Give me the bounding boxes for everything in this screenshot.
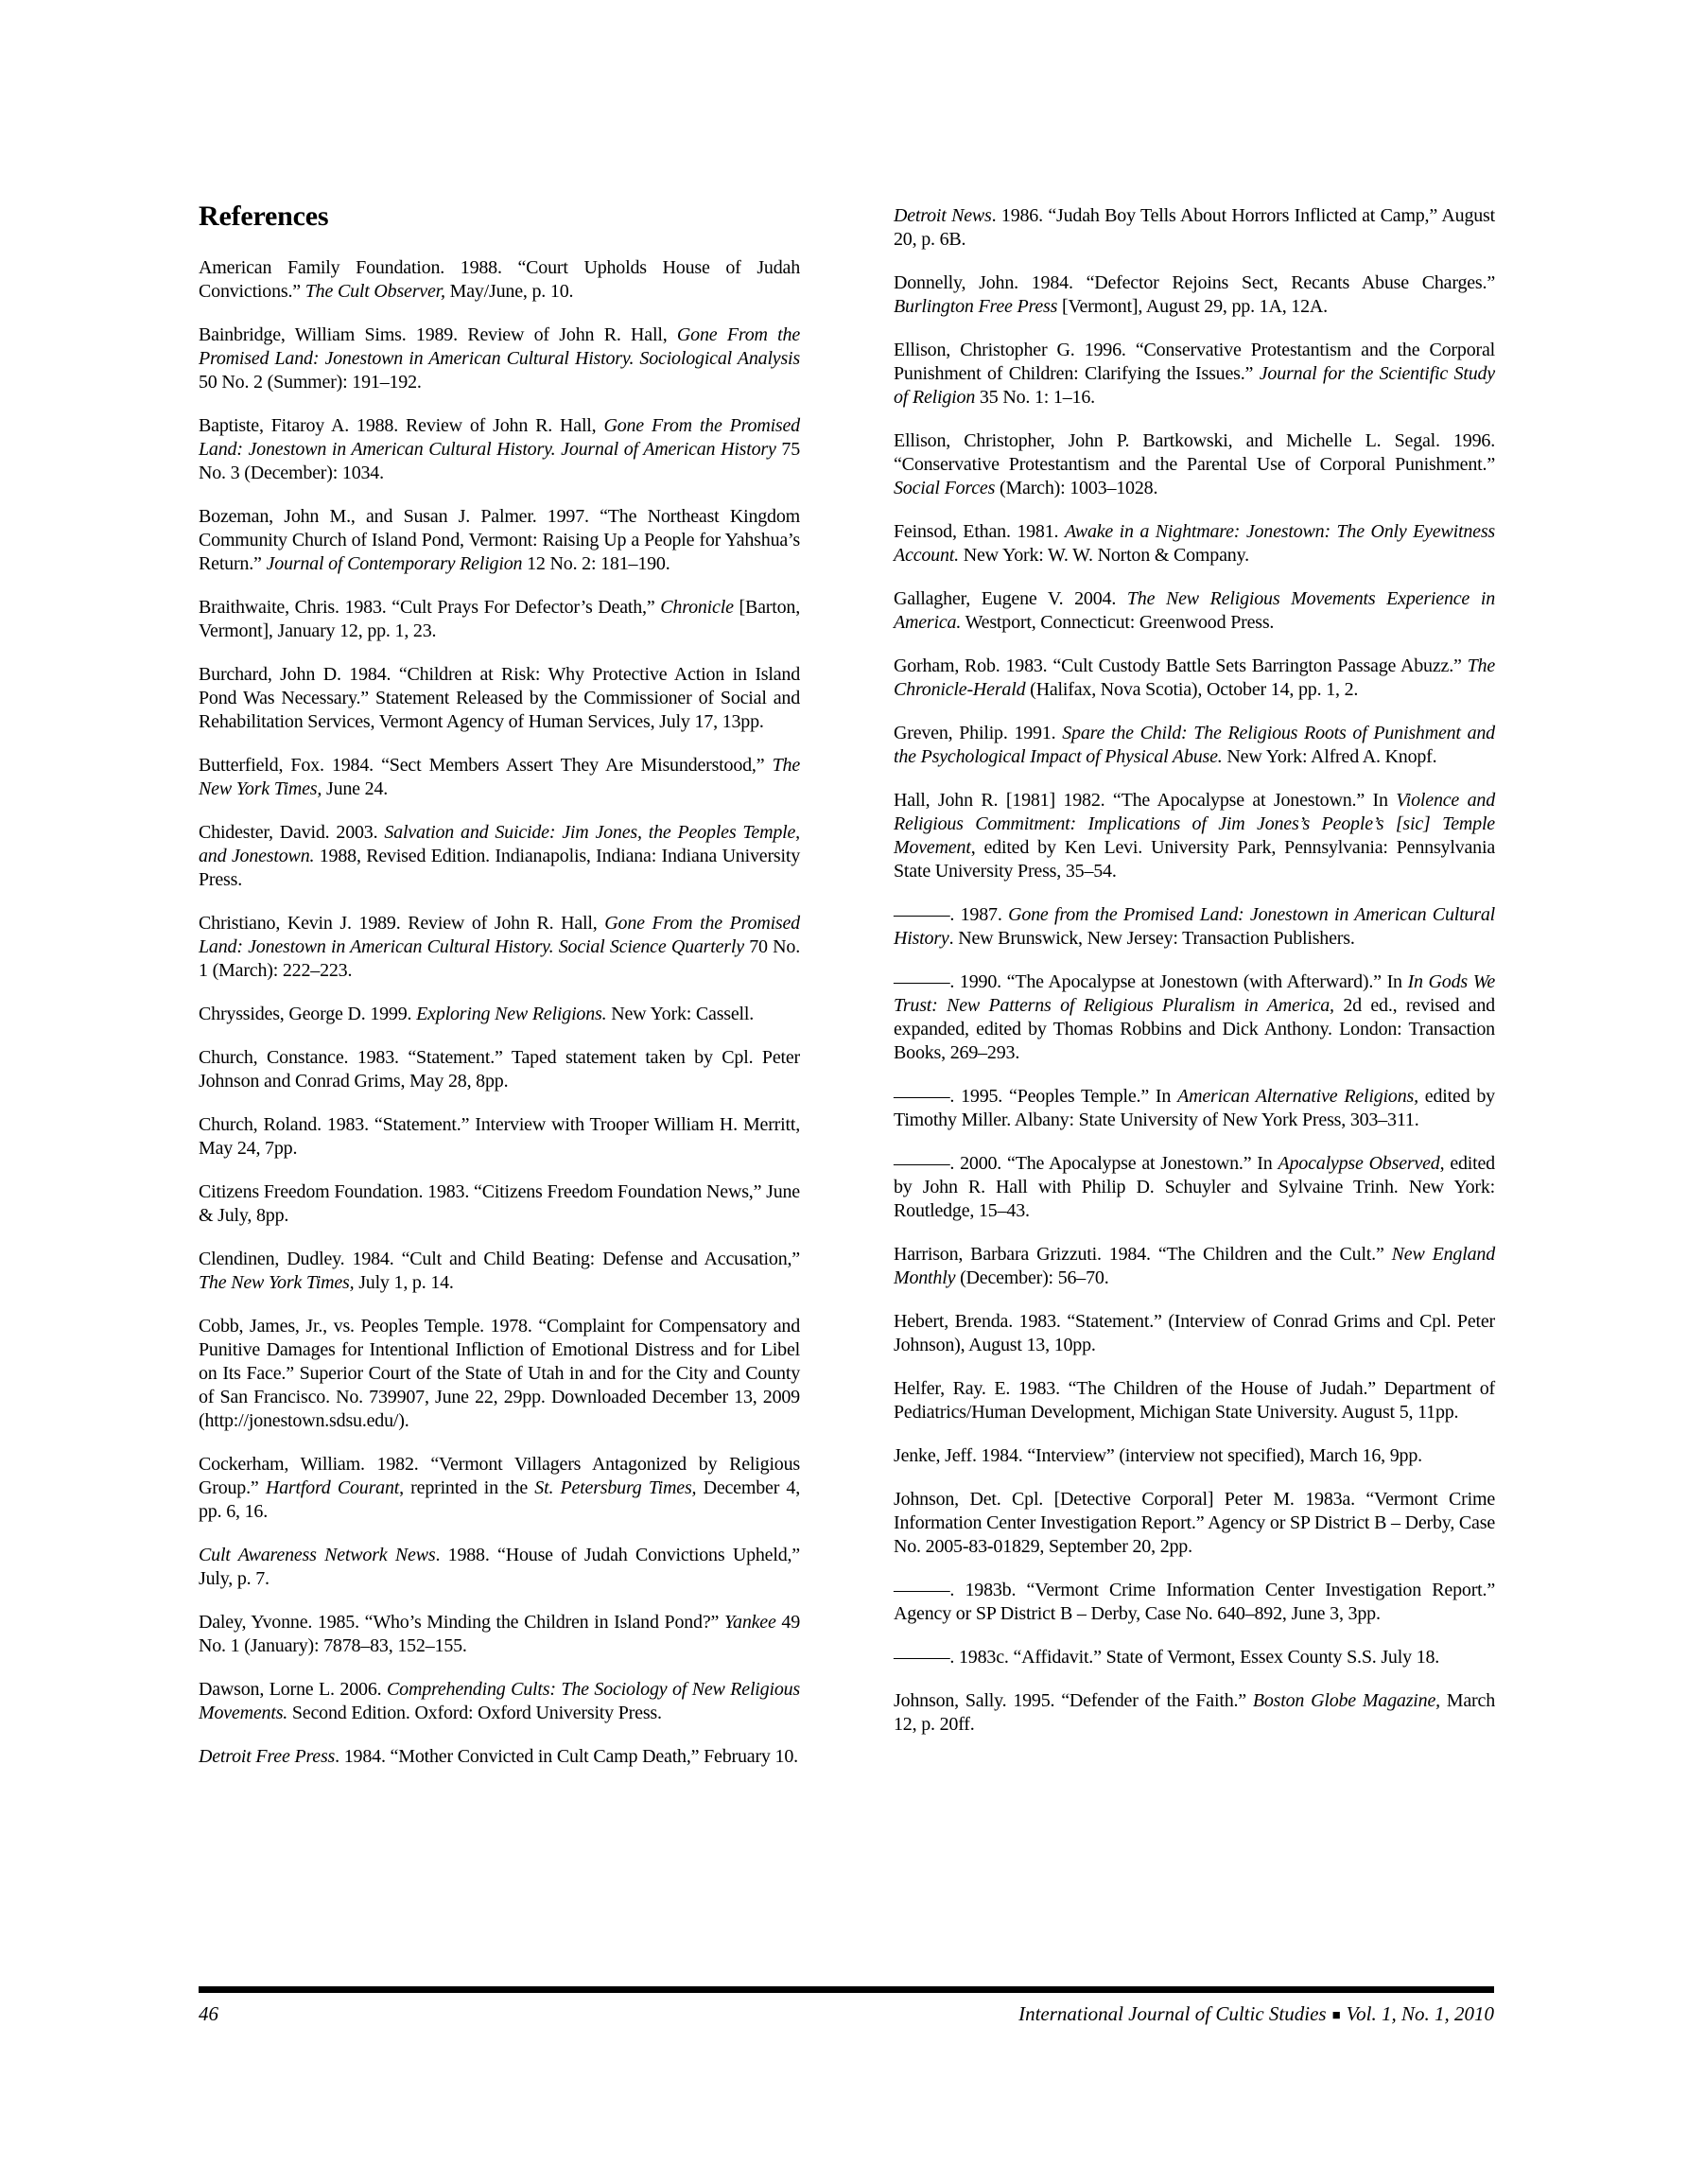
italic-title: Apocalypse Observed bbox=[1278, 1153, 1440, 1174]
italic-title: Social Forces bbox=[894, 478, 996, 498]
reference-entry: Chryssides, George D. 1999. Exploring New Religions. New York: Cassell. bbox=[199, 1004, 755, 1024]
reference-entry: ———. 1995. “Peoples Temple.” In American Alternative Religions, edited by Timothy Miller. Albany: State University of New York Press, 303–311. bbox=[894, 1086, 1495, 1130]
reference-entry: Clendinen, Dudley. 1984. “Cult and Child Beating: Defense and Accusation,” The New York Times, July 1, p. 14. bbox=[199, 1249, 800, 1293]
reference-entry: Johnson, Det. Cpl. [Detective Corporal] Peter M. 1983a. “Vermont Crime Information Center Investigation Report.” Agency or SP District B – Derby, Case No. 2005-83-01829, September 20, 2pp. bbox=[894, 1489, 1495, 1557]
reference-entry: Donnelly, John. 1984. “Defector Rejoins Sect, Recants Abuse Charges.” Burlington Free Press [Vermont], August 29, pp. 1A, 12A. bbox=[894, 272, 1495, 317]
reference-entry: American Family Foundation. 1988. “Court Upholds House of Judah Convictions.” The Cult Observer, May/June, p. 10. bbox=[199, 257, 800, 302]
italic-title: The Chronicle-Herald bbox=[894, 655, 1495, 700]
italic-title: Yankee bbox=[723, 1612, 776, 1633]
reference-entry: Citizens Freedom Foundation. 1983. “Citizens Freedom Foundation News,” June & July, 8pp. bbox=[199, 1181, 800, 1226]
reference-entry: Burchard, John D. 1984. “Children at Risk: Why Protective Action in Island Pond Was Necessary.” Statement Released by the Commissioner of Social and Rehabilitation Services, Vermont Agency of Human Services, July 17, 13pp. bbox=[199, 664, 800, 732]
italic-title: St. Petersburg Times, bbox=[534, 1477, 697, 1498]
reference-entry: Church, Constance. 1983. “Statement.” Taped statement taken by Cpl. Peter Johnson and Conrad Grims, May 28, 8pp. bbox=[199, 1047, 800, 1092]
italic-title: American Alternative Religions, bbox=[1177, 1086, 1418, 1107]
italic-title: The Cult Observer, bbox=[304, 281, 445, 302]
square-bullet-icon: ■ bbox=[1331, 2008, 1341, 2023]
italic-title: Gone From the Promised Land: Jonestown in American Cultural History. Journal of American History bbox=[199, 415, 800, 460]
footer-row bbox=[199, 2001, 1494, 2029]
italic-title: Journal for the Scientific Study of Religion bbox=[894, 363, 1495, 408]
reference-entry: ———. 2000. “The Apocalypse at Jonestown.” In Apocalypse Observed, edited by John R. Hall with Philip D. Schuyler and Sylvaine Trinh. New York: Routledge, 15–43. bbox=[894, 1153, 1495, 1221]
reference-list-right bbox=[894, 204, 1495, 1737]
reference-entry: Detroit Free Press. 1984. “Mother Convicted in Cult Camp Death,” February 10. bbox=[199, 1746, 798, 1767]
reference-entry: Baptiste, Fitaroy A. 1988. Review of John R. Hall, Gone From the Promised Land: Jonestown in American Cultural History. Journal of American History 75 No. 3 (December): 1034. bbox=[199, 415, 801, 483]
italic-title: Spare the Child: The Religious Roots of Punishment and the Psychological Impact of Physical Abuse. bbox=[894, 723, 1495, 767]
reference-entry: Greven, Philip. 1991. Spare the Child: The Religious Roots of Punishment and the Psychological Impact of Physical Abuse. New York: Alfred A. Knopf. bbox=[894, 723, 1495, 767]
italic-title: Journal of Contemporary Religion bbox=[266, 553, 523, 574]
italic-title: Gone From the Promised Land: Jonestown in American Cultural History. Sociological Analysis bbox=[199, 324, 801, 369]
reference-entry: Braithwaite, Chris. 1983. “Cult Prays For Defector’s Death,” Chronicle [Barton, Vermont], January 12, pp. 1, 23. bbox=[199, 597, 800, 641]
left-column bbox=[199, 201, 800, 1789]
italic-title: In Gods We Trust: New Patterns of Religious Pluralism in America, bbox=[894, 971, 1495, 1016]
reference-entry: Gorham, Rob. 1983. “Cult Custody Battle Sets Barrington Passage Abuzz.” The Chronicle-Herald (Halifax, Nova Scotia), October 14, pp. 1, 2. bbox=[894, 655, 1495, 700]
reference-entry: ———. 1983c. “Affidavit.” State of Vermont, Essex County S.S. July 18. bbox=[894, 1647, 1440, 1668]
reference-entry: ———. 1990. “The Apocalypse at Jonestown (with Afterward).” In In Gods We Trust: New Patterns of Religious Pluralism in America, 2d ed., revised and expanded, edited by Thomas Robbins and Dick Anthony. London: Transaction Books, 269–293. bbox=[894, 971, 1495, 1063]
reference-entry: Ellison, Christopher, John P. Bartkowski, and Michelle L. Segal. 1996. “Conservative Protestantism and the Parental Use of Corporal Punishment.” Social Forces (March): 1003–1028. bbox=[894, 430, 1495, 498]
journal-line bbox=[1018, 2001, 1494, 2029]
reference-entry: Ellison, Christopher G. 1996. “Conservative Protestantism and the Corporal Punishment of Children: Clarifying the Issues.” Journal for the Scientific Study of Religion 35 No. 1: 1–16. bbox=[894, 340, 1495, 408]
italic-title: Awake in a Nightmare: Jonestown: The Only Eyewitness Account. bbox=[894, 521, 1495, 566]
italic-title: The New York Times, bbox=[199, 1272, 355, 1293]
reference-entry: Gallagher, Eugene V. 2004. The New Religious Movements Experience in America. Westport, Connecticut: Greenwood Press. bbox=[894, 588, 1495, 633]
reference-entry: Hall, John R. [1981] 1982. “The Apocalypse at Jonestown.” In Violence and Religious Commitment: Implications of Jim Jones’s People’s [sic] Temple Movement, edited by Ken Levi. University Park, Pennsylvania: Pennsylvania State University Press, 35–54. bbox=[894, 790, 1495, 882]
italic-title: Gone from the Promised Land: Jonestown in American Cultural History bbox=[894, 904, 1496, 949]
reference-entry: ———. 1983b. “Vermont Crime Information Center Investigation Report.” Agency or SP District B – Derby, Case No. 640–892, June 3, 3pp. bbox=[894, 1580, 1495, 1624]
italic-title: The New York Times, bbox=[199, 755, 800, 799]
reference-entry: Butterfield, Fox. 1984. “Sect Members Assert They Are Misunderstood,” The New York Times, June 24. bbox=[199, 755, 800, 799]
footer-rule bbox=[199, 1986, 1494, 1993]
reference-entry: Johnson, Sally. 1995. “Defender of the Faith.” Boston Globe Magazine, March 12, p. 20ff. bbox=[894, 1690, 1495, 1735]
reference-list-left bbox=[199, 256, 800, 1769]
page-footer bbox=[199, 1986, 1494, 2029]
page-title: References bbox=[199, 201, 329, 232]
italic-title: Cult Awareness Network News bbox=[199, 1545, 436, 1565]
reference-entry: Church, Roland. 1983. “Statement.” Interview with Trooper William H. Merritt, May 24, 7pp. bbox=[199, 1114, 800, 1159]
italic-title: New England Monthly bbox=[894, 1244, 1495, 1288]
italic-title: Comprehending Cults: The Sociology of New Religious Movements. bbox=[199, 1679, 801, 1723]
issue-info: Vol. 1, No. 1, 2010 bbox=[1346, 2002, 1494, 2025]
italic-title: Detroit News bbox=[894, 205, 992, 226]
reference-entry: Detroit News. 1986. “Judah Boy Tells About Horrors Inflicted at Camp,” August 20, p. 6B. bbox=[894, 205, 1495, 250]
italic-title: Chronicle bbox=[660, 597, 734, 618]
italic-title: Exploring New Religions. bbox=[416, 1004, 607, 1024]
italic-title: Gone From the Promised Land: Jonestown in American Cultural History. Social Science Quarterly bbox=[199, 913, 800, 957]
italic-title: Salvation and Suicide: Jim Jones, the Peoples Temple, and Jonestown. bbox=[199, 822, 800, 866]
reference-entry: Harrison, Barbara Grizzuti. 1984. “The Children and the Cult.” New England Monthly (December): 56–70. bbox=[894, 1244, 1495, 1288]
italic-title: The New Religious Movements Experience in America. bbox=[894, 588, 1495, 633]
reference-entry: Chidester, David. 2003. Salvation and Suicide: Jim Jones, the Peoples Temple, and Jonestown. 1988, Revised Edition. Indianapolis, Indiana: Indiana University Press. bbox=[199, 822, 800, 890]
italic-title: Hartford Courant bbox=[265, 1477, 400, 1498]
italic-title: Detroit Free Press bbox=[199, 1746, 336, 1767]
reference-entry: Dawson, Lorne L. 2006. Comprehending Cults: The Sociology of New Religious Movements. Second Edition. Oxford: Oxford University Press. bbox=[199, 1679, 801, 1723]
reference-entry: Feinsod, Ethan. 1981. Awake in a Nightmare: Jonestown: The Only Eyewitness Account. New York: W. W. Norton & Company. bbox=[894, 521, 1495, 566]
right-column bbox=[894, 204, 1495, 1756]
page-number: 46 bbox=[199, 2002, 218, 2025]
reference-entry: Jenke, Jeff. 1984. “Interview” (interview not specified), March 16, 9pp. bbox=[894, 1445, 1422, 1466]
reference-entry: Cobb, James, Jr., vs. Peoples Temple. 1978. “Complaint for Compensatory and Punitive Damages for Intentional Infliction of Emotional Distress and for Libel on Its Face.” Superior Court of the State of Utah in and for the City and County of San Francisco. No. 739907, June 22, 29pp. Downloaded December 13, 2009 (http://jonestown.sdsu.edu/). bbox=[199, 1316, 800, 1431]
reference-entry: Helfer, Ray. E. 1983. “The Children of the House of Judah.” Department of Pediatrics/Human Development, Michigan State University. August 5, 11pp. bbox=[894, 1378, 1495, 1423]
reference-entry: Cockerham, William. 1982. “Vermont Villagers Antagonized by Religious Group.” Hartford Courant, reprinted in the St. Petersburg Times, December 4, pp. 6, 16. bbox=[199, 1454, 800, 1522]
italic-title: Boston Globe Magazine, bbox=[1252, 1690, 1440, 1711]
reference-entry: ———. 1987. Gone from the Promised Land: Jonestown in American Cultural History. New Brunswick, New Jersey: Transaction Publishers. bbox=[894, 904, 1496, 949]
italic-title: Violence and Religious Commitment: Implications of Jim Jones’s People’s [sic] Temple Movement bbox=[894, 790, 1495, 858]
reference-entry: Bainbridge, William Sims. 1989. Review of John R. Hall, Gone From the Promised Land: Jonestown in American Cultural History. Sociological Analysis 50 No. 2 (Summer): 191–192. bbox=[199, 324, 801, 393]
reference-entry: Hebert, Brenda. 1983. “Statement.” (Interview of Conrad Grims and Cpl. Peter Johnson), August 13, 10pp. bbox=[894, 1311, 1495, 1355]
reference-entry: Cult Awareness Network News. 1988. “House of Judah Convictions Upheld,” July, p. 7. bbox=[199, 1545, 800, 1589]
reference-entry: Bozeman, John M., and Susan J. Palmer. 1997. “The Northeast Kingdom Community Church of Island Pond, Vermont: Raising Up a People for Yahshua’s Return.” Journal of Contemporary Religion 12 No. 2: 181–190. bbox=[199, 506, 800, 574]
reference-entry: Daley, Yvonne. 1985. “Who’s Minding the Children in Island Pond?” Yankee 49 No. 1 (January): 7878–83, 152–155. bbox=[199, 1612, 800, 1656]
italic-title: Burlington Free Press bbox=[894, 296, 1058, 317]
reference-entry: Christiano, Kevin J. 1989. Review of John R. Hall, Gone From the Promised Land: Jonestown in American Cultural History. Social Science Quarterly 70 No. 1 (March): 222–223. bbox=[199, 913, 800, 981]
journal-title: International Journal of Cultic Studies bbox=[1018, 2002, 1327, 2025]
